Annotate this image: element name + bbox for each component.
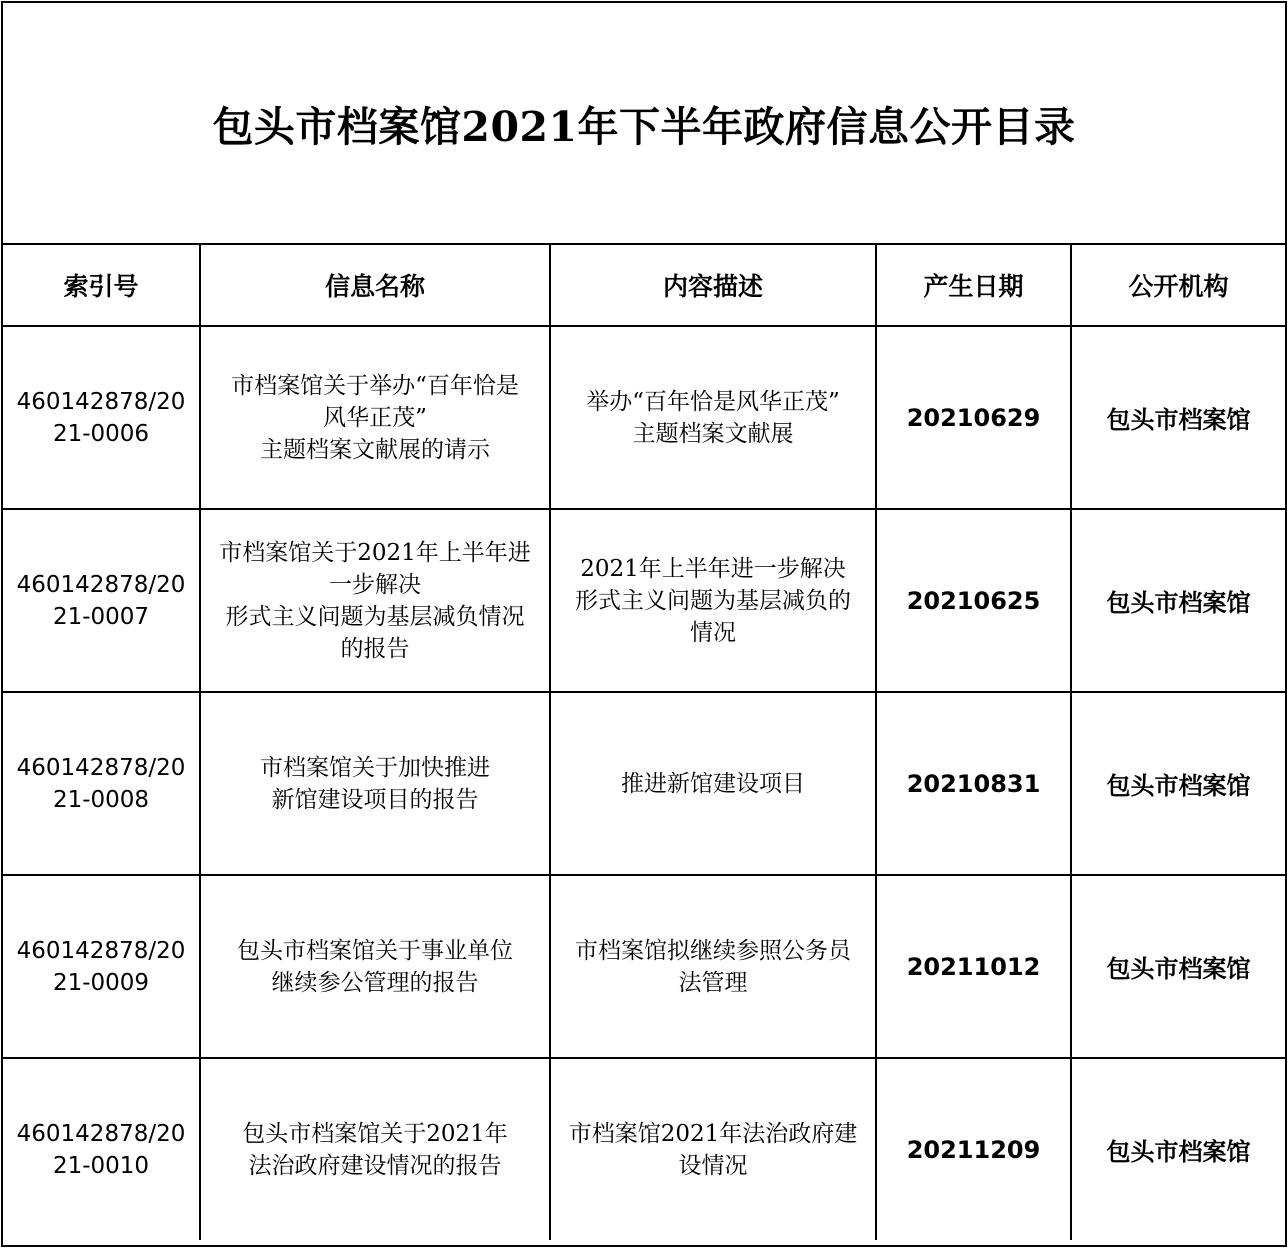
cell-description: 举办“百年恰是风华正茂” 主题档案文献展	[550, 326, 876, 509]
cell-description: 推进新馆建设项目	[550, 692, 876, 875]
cell-org: 包头市档案馆	[1071, 875, 1285, 1058]
header-description: 内容描述	[550, 244, 876, 326]
table-row	[3, 326, 1285, 509]
cell-date: 20210625	[876, 509, 1071, 692]
cell-name: 市档案馆关于加快推进 新馆建设项目的报告	[200, 692, 550, 875]
header-org: 公开机构	[1071, 244, 1285, 326]
header-date: 产生日期	[876, 244, 1071, 326]
cell-date: 20211209	[876, 1058, 1071, 1240]
cell-date: 20210629	[876, 326, 1071, 509]
cell-name: 包头市档案馆关于事业单位 继续参公管理的报告	[200, 875, 550, 1058]
table-row	[3, 692, 1285, 875]
catalog-table	[3, 243, 1285, 1240]
cell-name: 市档案馆关于2021年上半年进 一步解决 形式主义问题为基层减负情况 的报告	[200, 509, 550, 692]
cell-org: 包头市档案馆	[1071, 509, 1285, 692]
cell-name: 市档案馆关于举办“百年恰是 风华正茂” 主题档案文献展的请示	[200, 326, 550, 509]
cell-description: 市档案馆拟继续参照公务员 法管理	[550, 875, 876, 1058]
cell-index: 460142878/20 21-0008	[3, 692, 200, 875]
cell-org: 包头市档案馆	[1071, 326, 1285, 509]
table-row	[3, 1058, 1285, 1240]
cell-name: 包头市档案馆关于2021年 法治政府建设情况的报告	[200, 1058, 550, 1240]
cell-index: 460142878/20 21-0009	[3, 875, 200, 1058]
header-name: 信息名称	[200, 244, 550, 326]
cell-org: 包头市档案馆	[1071, 1058, 1285, 1240]
cell-index: 460142878/20 21-0006	[3, 326, 200, 509]
cell-index: 460142878/20 21-0007	[3, 509, 200, 692]
table-header-row	[3, 244, 1285, 326]
document-frame	[1, 1, 1287, 1247]
cell-description: 2021年上半年进一步解决 形式主义问题为基层减负的 情况	[550, 509, 876, 692]
cell-org: 包头市档案馆	[1071, 692, 1285, 875]
table-row	[3, 875, 1285, 1058]
cell-date: 20210831	[876, 692, 1071, 875]
page-title: 包头市档案馆2021年下半年政府信息公开目录	[212, 102, 1076, 151]
cell-index: 460142878/20 21-0010	[3, 1058, 200, 1240]
cell-date: 20211012	[876, 875, 1071, 1058]
header-index: 索引号	[3, 244, 200, 326]
cell-description: 市档案馆2021年法治政府建 设情况	[550, 1058, 876, 1240]
table-row	[3, 509, 1285, 692]
